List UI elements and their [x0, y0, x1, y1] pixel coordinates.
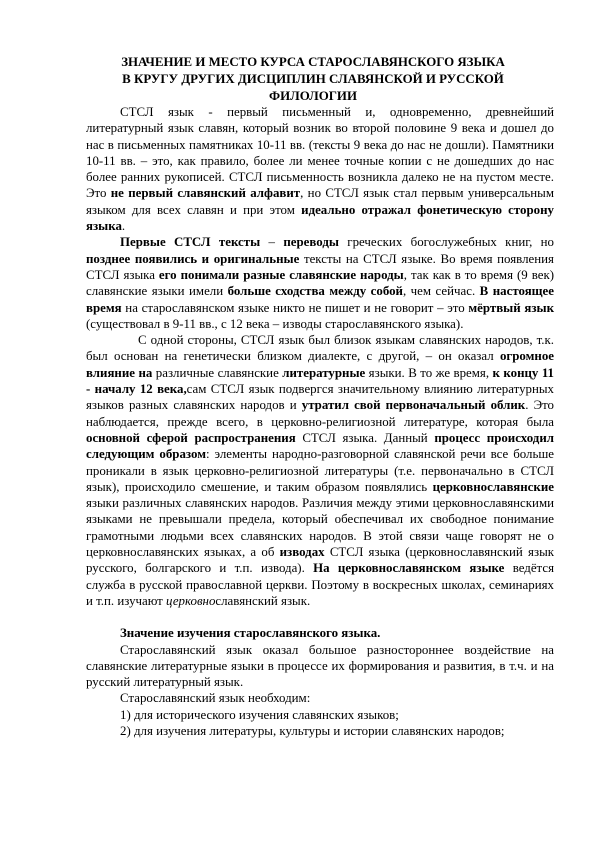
bold-run: На церковнославянском языке	[313, 561, 505, 576]
bold-run: идеально отражал фонетическую сторону языка	[86, 202, 554, 234]
page-title	[86, 54, 540, 105]
bold-run: литературные	[282, 365, 366, 380]
text-run: СТСЛ язык - первый письменный и, одновременно, древнейший литературный язык славян, который возник во второй половине 9 века и дошел до нас в письменных памятниках 10-11 вв. (тексты 9 века до нас не дошли). Памятники 10-11 вв. – это, как правило, более ли менее точные копии с не дошедших до нас более ранних рукописей. СТСЛ письменность возникла далеко не на пустом месте. Это	[86, 105, 554, 201]
text-run: , чем сейчас.	[402, 284, 480, 299]
bold-run: процесс происходил следующим образом	[86, 430, 554, 462]
bold-run: церковнославянские	[432, 479, 554, 494]
text-run: , так как в то время (9 век) славянские языки имели	[86, 267, 554, 299]
bold-run: мёртвый язык	[468, 300, 554, 315]
text-run: на старославянском языке никто не пишет и не говорит – это	[121, 300, 469, 315]
paragraph-intro	[86, 104, 554, 234]
title-line-3: ФИЛОЛОГИИ	[269, 89, 357, 103]
text-run: различные славянские	[152, 365, 283, 380]
text-run: ведётся служба в русской православной церкви. Поэтому в воскресных школах, семинариях и т.п. изучают	[86, 561, 554, 608]
text-run: СТСЛ языка (церковнославянский язык русского, болгарского и т.п. извода).	[86, 545, 554, 576]
text-run: . Это наблюдается, прежде всего, в церковно-религиозной литературе, которая была	[86, 398, 554, 429]
bold-run: не первый славянский алфавит	[110, 186, 301, 201]
text-run: языки различных славянских народов. Различия между этими церковнославянскими языками не превышали предела, который обеспечивал их свободное понимание грамотными людьми всех славянских народов. В этой связи чаще говорят не о церковнославянских языках, а об	[86, 496, 554, 560]
text-run: СТСЛ языка. Данный	[295, 430, 435, 445]
paragraph-impact: Старославянский язык оказал большое разностороннее воздействие на славянские литературные языки в процессе их формирования и развития, в т.ч. и на русский литературный язык.	[86, 642, 554, 690]
paragraph-first-texts	[86, 234, 554, 332]
bold-run: огромное влияние на	[86, 349, 554, 380]
document-body	[86, 104, 554, 739]
italic-run: церковно	[166, 593, 216, 608]
bold-run: изводах	[279, 545, 325, 560]
list-item: 2) для изучения литературы, культуры и истории славянских народов;	[120, 723, 505, 738]
bold-run: больше сходства между собой	[227, 284, 403, 299]
bold-run: В настоящее время	[86, 284, 554, 315]
bold-run: основной сферой распространения	[86, 430, 296, 445]
text-run: С одной стороны, СТСЛ язык был близок языкам славянских народов, т.к. был основан на генетически близком диалекте, с другой, – он оказал	[86, 333, 554, 364]
bold-run: утратил свой первоначальный облик	[301, 398, 526, 413]
bold-run: к концу 11 - началу 12 века,	[86, 365, 554, 397]
bold-run: его понимали разные славянские народы	[158, 267, 404, 282]
text-run: сам СТСЛ язык подвергся значительному влиянию литературных языков разных славянских народов и	[86, 382, 555, 413]
paragraph-influence	[86, 332, 554, 609]
list-item: 1) для исторического изучения славянских языков;	[120, 707, 399, 722]
text-run: (существовал в 9-11 вв., с 12 века – изводы старославянского языка).	[86, 316, 464, 331]
bold-run: Первые СТСЛ тексты	[120, 235, 261, 250]
bold-run: позднее появились и оригинальные	[86, 251, 300, 266]
text-run: греческих богослужебных книг, но	[338, 235, 554, 250]
text-run: : элементы народно-разговорной славянской речи все больше проникали в язык церковно-религиозной литературы (т.е. первоначально в СТСЛ язык), происходило смешение, и таким образом появлялись	[86, 447, 554, 494]
text-run: , но СТСЛ язык стал первым универсальным языком для всех славян и при этом	[86, 186, 554, 217]
paragraph-necessity: Старославянский язык необходим:	[120, 691, 311, 706]
title-line-2: В КРУГУ ДРУГИХ ДИСЦИПЛИН СЛАВЯНСКОЙ И РУССКОЙ	[122, 72, 504, 86]
section-heading: Значение изучения старославянского языка.	[120, 626, 381, 641]
text-run: .	[121, 219, 126, 234]
text-run: славянский язык.	[215, 593, 311, 608]
text-run: тексты на СТСЛ языке. Во время появления СТСЛ языка	[86, 251, 554, 282]
title-line-1: ЗНАЧЕНИЕ И МЕСТО КУРСА СТАРОСЛАВЯНСКОГО ЯЗЫКА	[121, 55, 505, 69]
text-run: –	[260, 235, 284, 250]
text-run: языки. В то же время,	[365, 365, 493, 380]
bold-run: переводы	[283, 235, 339, 250]
